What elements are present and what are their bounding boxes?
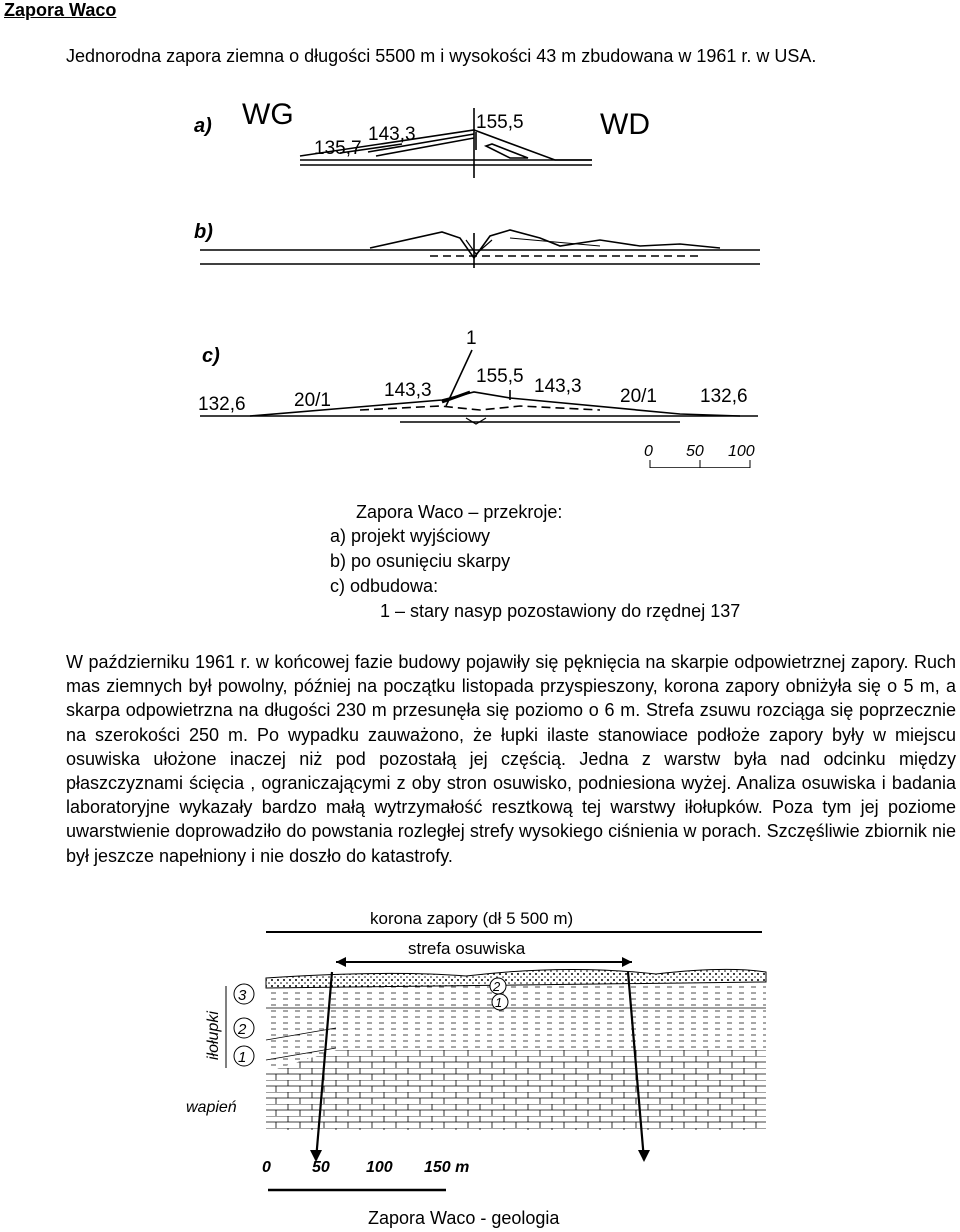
cross-section-figure xyxy=(180,88,780,468)
geo-scale-150: 150 m xyxy=(424,1159,470,1176)
document-title: Zapora Waco xyxy=(4,0,117,20)
wg-label: WG xyxy=(242,98,294,131)
elev-c-left: 143,3 xyxy=(384,380,432,401)
elev-c-left-low: 132,6 xyxy=(198,394,246,415)
section-c-drawing xyxy=(200,350,758,424)
paragraph-text: W październiku 1961 r. w końcowej fazie budowy pojawiły się pęknięcia na skarpie odpowietrznej zapory. Ruch mas ziemnych był powolny, później na początku listopada przyspieszony, korona zapory obniżyła się o 5 m, a skarpa odpowietrzna na długości 230 m przesunęła się poziomo o 6 m. Strefa zsuwu rozciąga się poprzecznie na szerokości 250 m. Po wypadku zauważono, że łupki ilaste stanowiace podłoże zapory były w miejscu osuwiska ułożone inaczej niż pod pozostałą jej częścią. Jedna z warstw była nad odcinku między płaszczyznami ścięcia , ograniczającymi z oby stron osuwisko, podniesiona wyżej. Analiza osuwiska i badania laboratoryjne wykazały bardzo małą wytrzymałość resztkową tej warstwy iłołupków. Poza tym jej poziome uwarstwienie doprowadziło do powstania rozległej strefy wysokiego ciśnienia w porach. Szczęśliwie zbiornik nie był jeszcze napełniony i nie doszło do katastrofy. xyxy=(66,652,956,866)
scale-50: 50 xyxy=(686,443,704,460)
caption-line-1: Zapora Waco – przekroje: xyxy=(356,502,563,522)
elev-a-left: 143,3 xyxy=(368,124,416,145)
slope-c-right: 20/1 xyxy=(620,386,657,407)
section-scale-bar xyxy=(644,443,755,468)
caption-line-2: a) projekt wyjściowy xyxy=(330,526,491,546)
geo-scale-0: 0 xyxy=(262,1159,271,1176)
limestone-label: wapień xyxy=(186,1099,237,1116)
caption-line-3: b) po osunięciu skarpy xyxy=(330,551,511,571)
geo-scale-50: 50 xyxy=(312,1159,330,1176)
geology-scale-bar xyxy=(262,1159,469,1190)
caption-line-5: 1 – stary nasyp pozostawiony do rzędnej 137 xyxy=(380,601,741,621)
elev-c-right: 143,3 xyxy=(534,376,582,397)
wd-label: WD xyxy=(600,108,650,141)
slide-zone-label: strefa osuwiska xyxy=(408,939,526,958)
elev-c-top: 155,5 xyxy=(476,366,524,387)
scale-100: 100 xyxy=(728,443,755,460)
intro-text: Jednorodna zapora ziemna o długości 5500 m i wysokości 43 m zbudowana w 1961 r. w USA. xyxy=(66,46,817,66)
label-c: c) xyxy=(202,345,220,367)
elev-c-right-low: 132,6 xyxy=(700,386,748,407)
geology-section xyxy=(266,969,766,1162)
geology-figure xyxy=(186,900,776,1198)
geo-scale-100: 100 xyxy=(366,1159,393,1176)
layer-3-marker: 3 xyxy=(238,987,247,1004)
inner-layer-2-marker: 2 xyxy=(493,979,501,994)
shale-label: iłołupki xyxy=(205,1011,222,1060)
section-b-drawing xyxy=(200,230,760,268)
layer-2-marker: 2 xyxy=(238,1021,247,1038)
body-paragraph xyxy=(4,650,956,868)
caption-line-4: c) odbudowa: xyxy=(330,576,439,596)
crest-label: korona zapory (dł 5 500 m) xyxy=(370,909,574,928)
inner-layer-1-marker: 1 xyxy=(495,995,503,1010)
marker-1: 1 xyxy=(466,328,477,349)
slope-c-left: 20/1 xyxy=(294,390,331,411)
label-a: a) xyxy=(194,115,212,137)
label-b: b) xyxy=(194,221,213,243)
scale-0: 0 xyxy=(644,443,653,460)
geology-caption: Zapora Waco - geologia xyxy=(368,1208,560,1228)
layer-1-marker: 1 xyxy=(238,1049,247,1066)
elev-a-left-low: 135,7 xyxy=(314,138,362,159)
elev-a-top: 155,5 xyxy=(476,112,524,133)
